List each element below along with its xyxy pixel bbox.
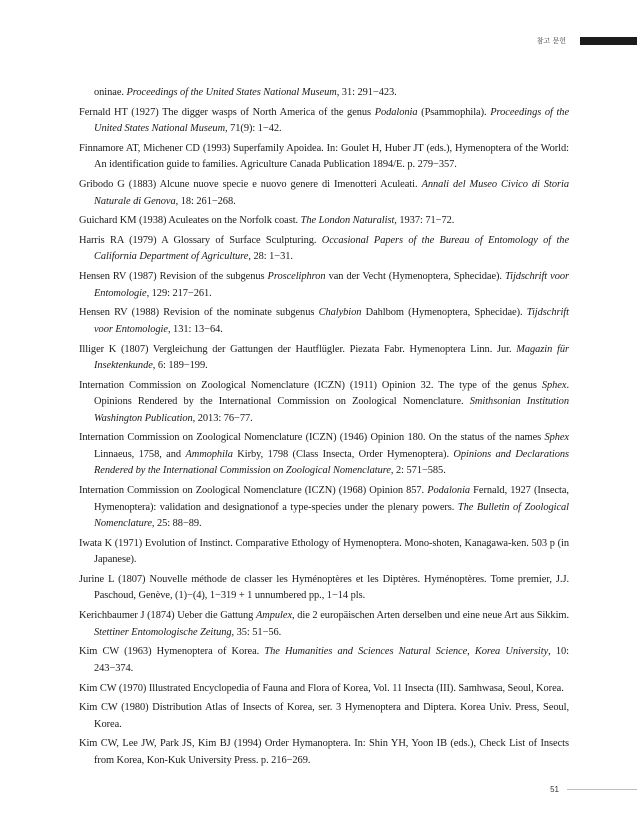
- reference-title-italic: Ammophila: [185, 448, 233, 460]
- page-header: [537, 36, 637, 46]
- reference-entry: [79, 430, 569, 480]
- reference-text: Kim CW (1970) Illustrated Encyclopedia of Fauna and Flora of Korea, Vol. 11 Insecta (III). Samhwasa, Seoul, Korea.: [79, 682, 564, 694]
- reference-entry: [79, 681, 569, 698]
- reference-title-italic: Tijdschrift voor Entomologie: [94, 271, 569, 299]
- reference-title-italic: Sphex: [544, 432, 569, 444]
- reference-text: , 2013: 76−77.: [192, 412, 253, 424]
- reference-text: , 2: 571−585.: [390, 465, 446, 477]
- reference-text: Hensen RV (1987) Revision of the subgenus: [79, 271, 268, 283]
- reference-list: [79, 85, 569, 773]
- reference-text: van der Vecht (Hymenoptera, Sphecidae).: [325, 271, 505, 283]
- reference-text: Dahlbom (Hymenoptera, Sphecidae).: [361, 307, 527, 319]
- reference-text: Internation Commission on Zoological Nomenclature (ICZN) (1946) Opinion 180. On the status of the names: [79, 432, 545, 444]
- reference-text: Fernald, 1927 (Insecta, Hymenoptera): validation and designationof a type-species under the plenary powers.: [94, 485, 569, 513]
- reference-title-italic: The London Naturalist: [300, 215, 395, 227]
- reference-text: , die 2 europäischen Arten derselben und eine neue Art aus Sikkim.: [292, 610, 569, 622]
- reference-text: , 28: 1−31.: [248, 251, 293, 263]
- reference-title-italic: Podalonia: [374, 106, 418, 118]
- reference-entry: [79, 342, 569, 375]
- reference-text: Finnamore AT, Michener CD (1993) Superfamily Apoidea. In: Goulet H, Huber JT (eds.), Hymenoptera of the World: An identification guide to families. Agriculture Canada Publication 1894/E. p. 279−357.: [79, 142, 569, 171]
- reference-text: , 129: 217−261.: [146, 287, 212, 299]
- reference-text: Kirby, 1798 (Class Insecta, Order Hymenoptera).: [232, 448, 454, 460]
- reference-title-italic: Sphex: [541, 379, 567, 391]
- reference-text: Kim CW (1963) Hymenoptera of Korea.: [79, 646, 265, 658]
- reference-text: , 131: 13−64.: [167, 323, 223, 335]
- reference-entry: [79, 233, 569, 266]
- reference-entry: [79, 269, 569, 302]
- reference-entry: [79, 213, 569, 230]
- reference-text: , 25: 88−89.: [151, 518, 202, 530]
- reference-title-italic: Prosceliphron: [267, 271, 326, 283]
- reference-text: Gribodo G (1883) Alcune nuove specie e nuovo genere di Imenotteri Aculeati.: [79, 179, 422, 191]
- reference-text: Iwata K (1971) Evolution of Instinct. Comparative Ethology of Hymenoptera. Mono-shoten, Kanagawa-ken. 503 p (in Japanese).: [79, 537, 569, 566]
- reference-title-italic: The Bulletin of Zoological Nomenclature: [94, 501, 569, 530]
- reference-text: , 71(9): 1−42.: [225, 123, 282, 135]
- reference-text: , 18: 261−268.: [175, 195, 236, 207]
- reference-title-italic: Chalybion: [318, 307, 362, 319]
- reference-title-italic: Podalonia: [427, 485, 471, 497]
- reference-text: , 31: 291−423.: [336, 87, 397, 98]
- reference-entry: [79, 177, 569, 210]
- reference-text: Harris RA (1979) A Glossary of Surface Sculpturing.: [79, 234, 322, 246]
- section-label: 참고 문헌: [536, 37, 566, 45]
- reference-text: Kim CW, Lee JW, Park JS, Kim BJ (1994) Order Hymanoptera. In: Shin YH, Yoon IB (eds.), Check List of Insects from Korea, Kon-Kuk University Press. p. 216−269.: [79, 738, 569, 766]
- reference-text: Internation Commission on Zoological Nomenclature (ICZN) (1968) Opinion 857.: [79, 485, 428, 497]
- reference-title-italic: Occasional Papers of the Bureau of Entomology of the California Department of Agriculture: [94, 234, 570, 263]
- reference-text: oninae.: [94, 87, 127, 98]
- reference-text: Illiger K (1807) Vergleichung der Gattungen der Hautflügler. Piezata Fabr. Hymenoptera Linn. Jur.: [79, 343, 517, 355]
- reference-text: Fernald HT (1927) The digger wasps of North America of the genus: [79, 106, 375, 118]
- reference-text: , 10: 243−374.: [94, 646, 569, 674]
- reference-text: , 6: 189−199.: [152, 360, 208, 371]
- reference-text: Kerichbaumer J (1874) Ueber die Gattung: [79, 610, 256, 622]
- reference-text: , 1937: 71−72.: [394, 215, 455, 227]
- page-footer: [550, 785, 637, 794]
- reference-entry: [79, 644, 569, 677]
- reference-entry: [79, 105, 569, 138]
- reference-title-italic: Opinions and Declarations Rendered by the International Commission on Zoological Nomenclature: [94, 448, 570, 477]
- reference-entry: [79, 700, 569, 733]
- reference-title-italic: Stettiner Entomologische Zeitung: [94, 626, 232, 638]
- reference-text: , 35: 51−56.: [231, 626, 282, 638]
- reference-title-italic: Tijdschrift voor Entomologie: [94, 307, 569, 335]
- page-number: 51: [550, 785, 559, 794]
- reference-text: . Opinions Rendered by the International Commission on Zoological Nomenclature.: [94, 379, 569, 408]
- header-bar: [580, 37, 637, 45]
- reference-title-italic: Magazin für Insektenkunde: [94, 343, 569, 371]
- reference-entry: [79, 483, 569, 533]
- reference-title-italic: Ampulex: [256, 610, 293, 622]
- reference-title-italic: Smithsonian Institution Washington Publication: [94, 396, 569, 424]
- reference-text: (Psammophila).: [417, 106, 491, 118]
- footer-rule: [567, 789, 637, 790]
- reference-entry: [79, 141, 569, 174]
- reference-title-italic: Annali del Museo Civico di Storia Naturale di Genova: [94, 179, 569, 207]
- reference-entry: [79, 378, 569, 428]
- reference-entry: [79, 85, 569, 102]
- reference-text: Kim CW (1980) Distribution Atlas of Insects of Korea, ser. 3 Hymenoptera and Diptera. Korea Univ. Press, Seoul, Korea.: [79, 702, 569, 730]
- reference-text: Linnaeus, 1758, and: [94, 448, 186, 460]
- reference-entry: [79, 536, 569, 569]
- reference-entry: [79, 608, 569, 641]
- reference-entry: [79, 305, 569, 338]
- reference-entry: [79, 736, 569, 769]
- reference-entry: [79, 572, 569, 605]
- reference-title-italic: The Humanities and Sciences Natural Science, Korea University: [264, 646, 549, 658]
- reference-text: Jurine L (1807) Nouvelle méthode de classer les Hyménoptères et les Diptères. Hyménoptères. Tome premier, J.J. Paschoud, Genève, (1)−(4), 1−319 + 1 unnumbered pp., 1−14 pls.: [79, 573, 569, 602]
- reference-text: Internation Commission on Zoological Nomenclature (ICZN) (1911) Opinion 32. The type of the genus: [79, 379, 542, 391]
- reference-text: Guichard KM (1938) Aculeates on the Norfolk coast.: [79, 215, 301, 227]
- reference-title-italic: Proceedings of the United States National Museum: [94, 106, 570, 135]
- reference-text: Hensen RV (1988) Revision of the nominate subgenus: [79, 307, 319, 319]
- reference-title-italic: Proceedings of the United States National Museum: [126, 87, 337, 98]
